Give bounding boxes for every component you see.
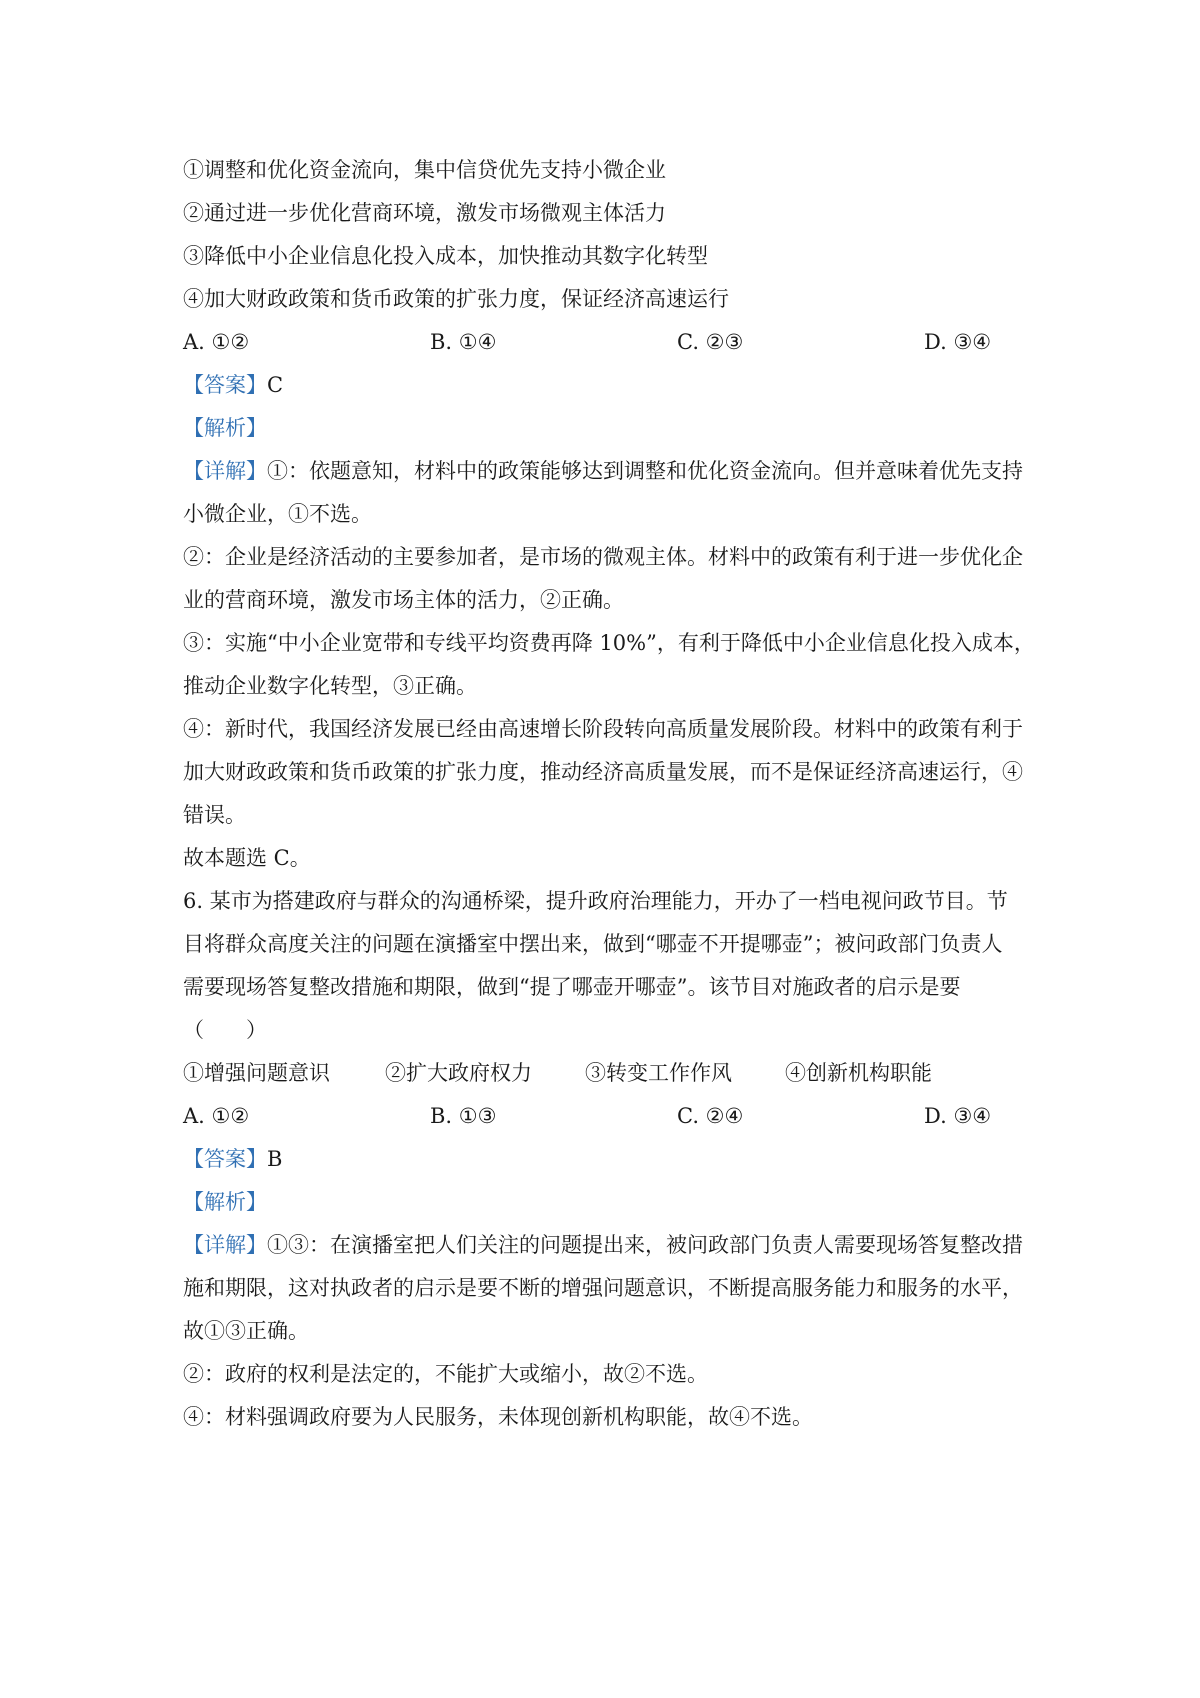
q6-option-c: C. ②④ [677, 1104, 744, 1128]
q5-analysis-heading [183, 413, 267, 443]
q5-option-c: C. ②③ [677, 330, 744, 354]
q6-explanation-line: ②：政府的权利是法定的，不能扩大或缩小，故②不选。 [183, 1362, 708, 1386]
analysis-tag: 【解析】 [183, 416, 267, 440]
q5-explanation-line: ④：新时代，我国经济发展已经由高速增长阶段转向高质量发展阶段。材料中的政策有利于 [183, 717, 1023, 741]
answer-value: C [267, 373, 284, 397]
q6-statement-4: ④创新机构职能 [785, 1061, 932, 1085]
q5-statement-3: ③降低中小企业信息化投入成本，加快推动其数字化转型 [183, 244, 708, 268]
q5-option-b: B. ①④ [430, 330, 497, 354]
q5-explanation-line: 推动企业数字化转型，③正确。 [183, 674, 477, 698]
q5-explanation-line: 小微企业，①不选。 [183, 502, 372, 526]
q5-options [183, 327, 1083, 357]
explanation-text: ①：依题意知，材料中的政策能够达到调整和优化资金流向。但并意味着优先支持 [267, 459, 1023, 483]
answer-value: B [267, 1147, 283, 1171]
q6-explanation-line: 施和期限，这对执政者的启示是要不断的增强问题意识，不断提高服务能力和服务的水平， [183, 1276, 1023, 1300]
q5-explanation-line: ②：企业是经济活动的主要参加者，是市场的微观主体。材料中的政策有利于进一步优化企 [183, 545, 1023, 569]
detail-tag: 【详解】 [183, 459, 267, 483]
explanation-text: ①③：在演播室把人们关注的问题提出来，被问政部门负责人需要现场答复整改措 [267, 1233, 1023, 1257]
q5-explanation-line: 加大财政政策和货币政策的扩张力度，推动经济高质量发展，而不是保证经济高速运行，④ [183, 760, 1023, 784]
q6-option-d: D. ③④ [924, 1104, 992, 1128]
q6-stem-line: 6. 某市为搭建政府与群众的沟通桥梁，提升政府治理能力，开办了一档电视问政节目。节 [183, 889, 1008, 913]
q6-statement-1: ①增强问题意识 [183, 1061, 330, 1085]
q6-explanation-line: 故①③正确。 [183, 1319, 309, 1343]
q6-option-b: B. ①③ [430, 1104, 497, 1128]
q5-statement-4: ④加大财政政策和货币政策的扩张力度，保证经济高速运行 [183, 287, 729, 311]
q5-option-a: A. ①② [183, 330, 250, 354]
q5-conclusion: 故本题选 C。 [183, 846, 311, 870]
answer-tag: 【答案】 [183, 373, 267, 397]
q6-explanation-line: ④：材料强调政府要为人民服务，未体现创新机构职能，故④不选。 [183, 1405, 813, 1429]
q5-statement-1: ①调整和优化资金流向，集中信贷优先支持小微企业 [183, 158, 666, 182]
q5-option-d: D. ③④ [924, 330, 992, 354]
q5-explanation-line [183, 456, 1023, 486]
q6-statements [183, 1058, 1083, 1088]
q6-statement-2: ②扩大政府权力 [385, 1061, 532, 1085]
q6-answer [183, 1144, 282, 1174]
q6-options [183, 1101, 1083, 1131]
q6-stem-line: 目将群众高度关注的问题在演播室中摆出来，做到“哪壶不开提哪壶”；被问政部门负责人 [183, 932, 1003, 956]
q6-explanation-line [183, 1230, 1023, 1260]
analysis-tag: 【解析】 [183, 1190, 267, 1214]
q6-statement-3: ③转变工作作风 [585, 1061, 732, 1085]
q5-answer [183, 370, 283, 400]
answer-tag: 【答案】 [183, 1147, 267, 1171]
q5-statement-2: ②通过进一步优化营商环境，激发市场微观主体活力 [183, 201, 666, 225]
q6-stem-line: 需要现场答复整改措施和期限，做到“提了哪壶开哪壶”。该节目对施政者的启示是要 [183, 975, 961, 999]
q5-explanation-line: 业的营商环境，激发市场主体的活力，②正确。 [183, 588, 624, 612]
q5-explanation-line: ③：实施“中小企业宽带和专线平均资费再降 10%”，有利于降低中小企业信息化投入成本， [183, 631, 1035, 655]
detail-tag: 【详解】 [183, 1233, 267, 1257]
q6-option-a: A. ①② [183, 1104, 250, 1128]
q5-explanation-line: 错误。 [183, 803, 246, 827]
q6-blank-parentheses: （ ） [183, 1018, 267, 1042]
q6-analysis-heading [183, 1187, 267, 1217]
